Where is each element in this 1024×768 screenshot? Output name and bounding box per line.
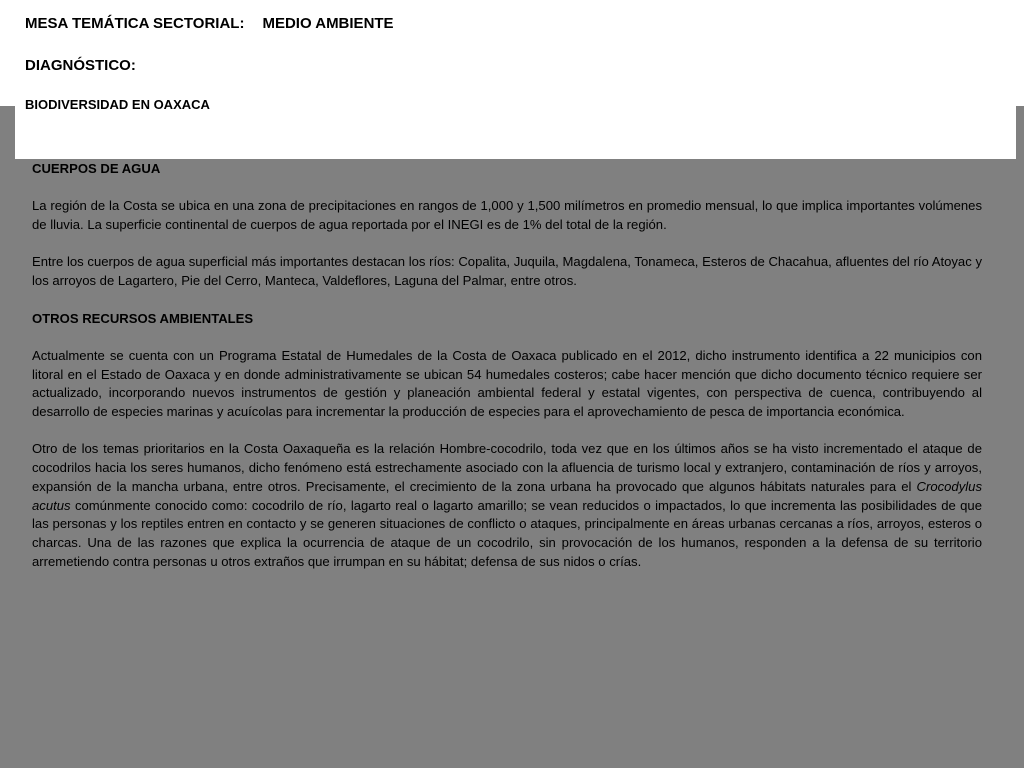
header-panel bbox=[15, 0, 1016, 159]
diagnostic-label: DIAGNÓSTICO: bbox=[25, 57, 136, 74]
page-title bbox=[25, 15, 394, 32]
subtitle: BIODIVERSIDAD EN OAXACA bbox=[25, 97, 210, 112]
paragraph-crocodiles-end: comúnmente conocido como: cocodrilo de río, lagarto real o lagarto amarillo; se vean reducidos o impactados, lo que incrementa las posibilidades de que las personas y los reptiles entren en contacto y se generen situaciones de conflicto o ataques, principalmente en áreas urbanas cercanas a ríos, arroyos, esteros o charcas. Una de las razones que explica la ocurrencia de ataque de un cocodrilo, sin provocación de los humanos, responden a la defensa de su territorio arremetiendo contra personas u otros extraños que irrumpan en su hábitat; defensa de sus nidos o crías. bbox=[32, 497, 982, 569]
paragraph-crocodiles-start: Otro de los temas prioritarios en la Costa Oaxaqueña es la relación Hombre-cocodrilo, toda vez que en los últimos años se ha visto incrementado el ataque de cocodrilos hacia los seres humanos, dicho fenómeno está estrechamente asociado con la afluencia de turismo local y extranjero, contaminación de ríos y arroyos, expansión de la mancha urbana, entre otros. Precisamente, el crecimiento de la zona urbana ha provocado que algunos hábitats naturales para el bbox=[32, 441, 982, 494]
paragraph-crocodiles bbox=[32, 440, 982, 571]
section-title-water: CUERPOS DE AGUA bbox=[32, 161, 161, 176]
paragraph-wetlands: Actualmente se cuenta con un Programa Estatal de Humedales de la Costa de Oaxaca publicado en el 2012, dicho instrumento identifica a 22 municipios con litoral en el Estado de Oaxaca y en donde administrativamente se ubican 54 humedales costeros; cabe hacer mención que dicho documento técnico requiere ser actualizado, incorporando nuevos instrumentos de gestión y planeación ambiental federal y estatal vigentes, con perspectiva de cuenca, contribuyendo al desarrollo de especies marinas y acuícolas para incrementar la producción de especies para el aprovechamiento de pesca de importancia económica. bbox=[32, 347, 982, 420]
species-name: Crocodylus acutus bbox=[32, 478, 982, 513]
paragraph-rivers: Entre los cuerpos de agua superficial más importantes destacan los ríos: Copalita, Juquila, Magdalena, Tonameca, Esteros de Chacahua, afluentes del río Atoyac y los arroyos de Lagartero, Pie del Cerro, Manteca, Valdeflores, Laguna del Palmar, entre otros. bbox=[32, 254, 982, 289]
section-title-other-resources: OTROS RECURSOS AMBIENTALES bbox=[32, 310, 254, 326]
paragraph-precipitation: La región de la Costa se ubica en una zona de precipitaciones en rangos de 1,000 y 1,500 milímetros en promedio mensual, lo que implica importantes volúmenes de lluvia. La superficie continental de cuerpos de agua reportada por el INEGI es de 1% del total de la región. bbox=[32, 198, 982, 233]
title-value: MEDIO AMBIENTE bbox=[262, 15, 394, 32]
document-body bbox=[32, 160, 982, 590]
title-label: MESA TEMÁTICA SECTORIAL: bbox=[25, 15, 245, 32]
